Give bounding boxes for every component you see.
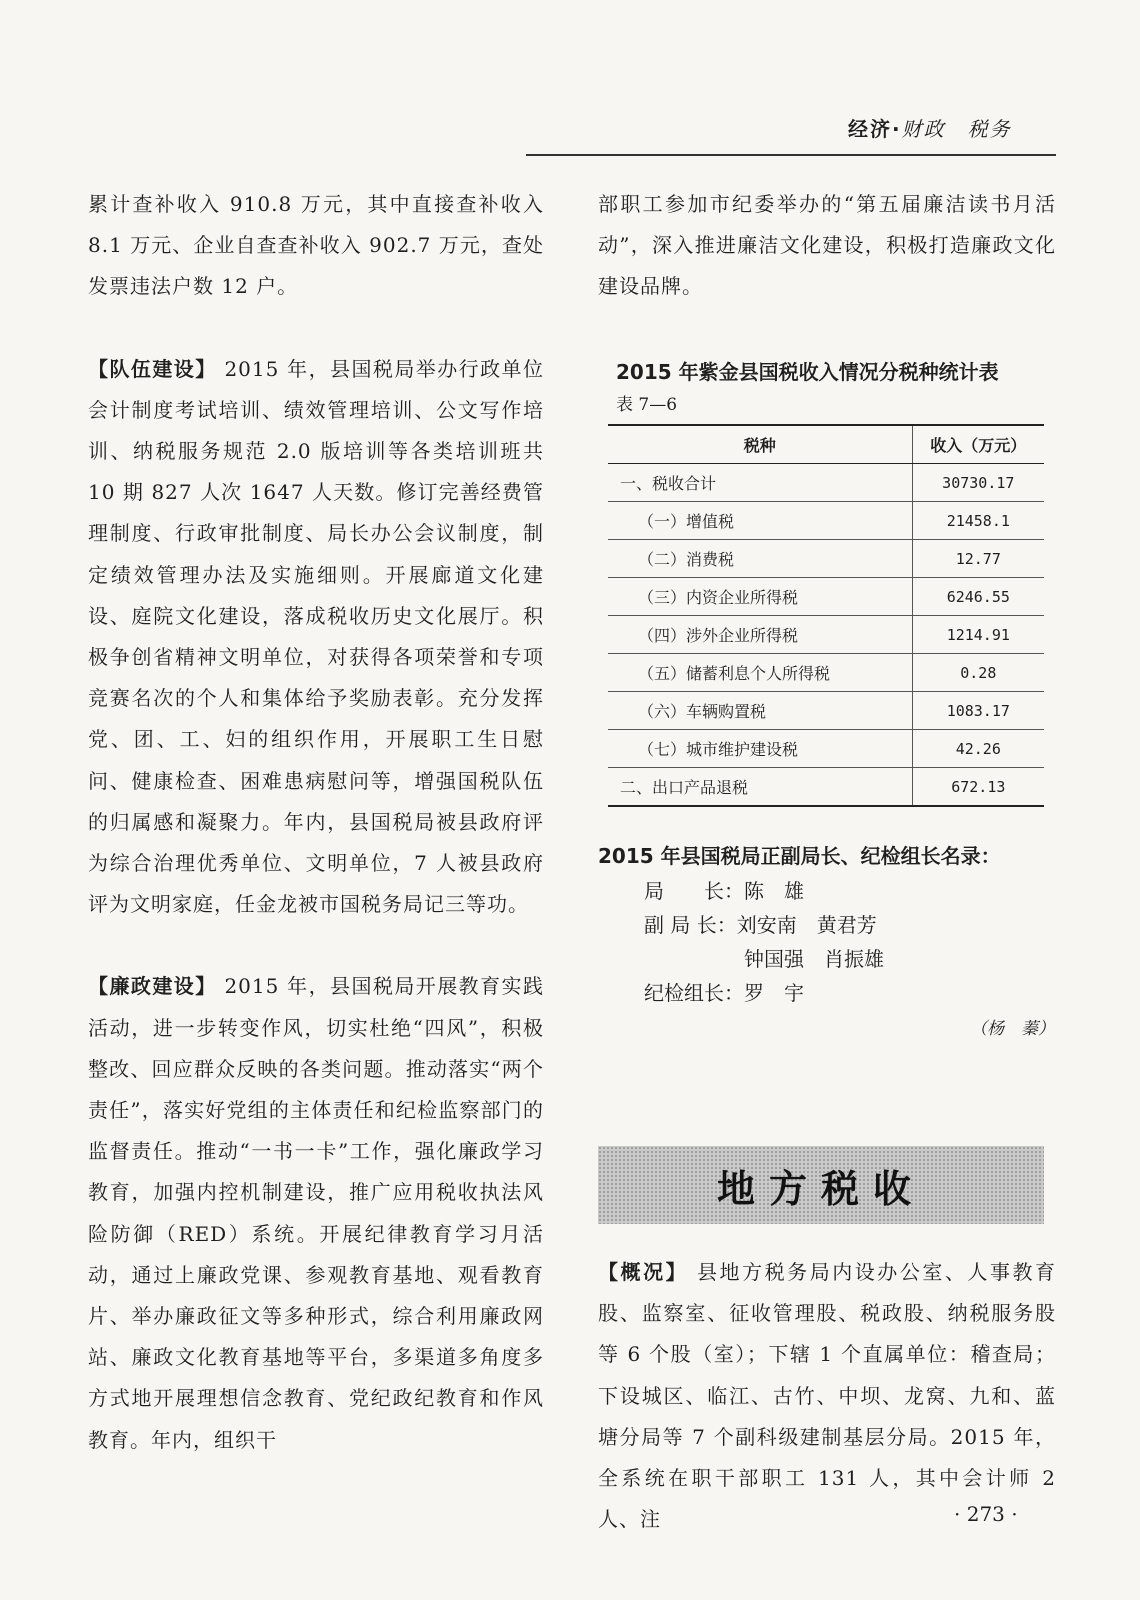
section-tag: 【廉政建设】	[88, 974, 217, 999]
row-name: （三）内资企业所得税	[608, 578, 912, 616]
table-row	[608, 730, 1044, 768]
section-header-bold: 经济·	[848, 117, 902, 141]
local-tax-column	[598, 1252, 1056, 1540]
attribution: （杨 蓁）	[970, 1019, 1055, 1039]
section-header	[848, 113, 1012, 142]
section-banner	[598, 1146, 1044, 1224]
header-revenue: 收入（万元）	[912, 425, 1044, 464]
table-row	[608, 616, 1044, 654]
roster-row: 纪检组长：罗 宇	[644, 981, 804, 1005]
row-value: 1214.91	[912, 616, 1044, 654]
paragraph-overview	[598, 1252, 1056, 1540]
section-tag: 【概况】	[598, 1260, 689, 1284]
table-row	[608, 768, 1044, 807]
header-tax-type: 税种	[608, 425, 912, 464]
row-name: 二、出口产品退税	[608, 768, 912, 807]
table-row	[608, 692, 1044, 730]
table-row	[608, 654, 1044, 692]
row-value: 12.77	[912, 540, 1044, 578]
paragraph-audit: 累计查补收入 910.8 万元，其中直接查补收入 8.1 万元、企业自查查补收入 902.7 万元，查处发票违法户数 12 户。	[88, 192, 544, 299]
section-tag: 【队伍建设】	[88, 356, 217, 381]
table-header-row	[608, 425, 1044, 464]
paragraph-text: 2015 年，县国税局举办行政单位会计制度考试培训、绩效管理培训、公文写作培训、纳税服务规范 2.0 版培训等各类培训班共 10 期 827 人次 1647 人天数。修订完善经费管理制度、行政审批制度、局长办公会议制度，制定绩效管理办法及实施细则。开展廊道文化建设、庭院文化建设，落成税收历史文化展厅。积极争创省精神文明单位，对获得各项荣誉和专项竞赛名次的个人和集体给予奖励表彰。充分发挥党、团、工、妇的组织作用，开展职工生日慰问、健康检查、困难患病慰问等，增强国税队伍的归属感和凝聚力。年内，县国税局被县政府评为综合治理优秀单位、文明单位，7 人被县政府评为文明家庭，任金龙被市国税务局记三等功。	[88, 356, 544, 917]
tax-revenue-table	[608, 424, 1044, 807]
page-number: · 273 ·	[954, 1502, 1018, 1526]
row-name: （六）车辆购置税	[608, 692, 912, 730]
row-value: 672.13	[912, 768, 1044, 807]
row-name: （四）涉外企业所得税	[608, 616, 912, 654]
row-value: 42.26	[912, 730, 1044, 768]
section-header-rest: 财政 税务	[901, 117, 1012, 141]
left-column	[88, 184, 544, 1461]
paragraph-integrity	[88, 966, 544, 1460]
table-title: 2015 年紫金县国税收入情况分税种统计表	[616, 360, 999, 384]
row-name: （一）增值税	[608, 502, 912, 540]
paragraph-team-building	[88, 349, 544, 926]
roster-row: 副 局 长：刘安南 黄君芳	[644, 913, 877, 937]
table-row	[608, 578, 1044, 616]
table-row	[608, 502, 1044, 540]
row-value: 6246.55	[912, 578, 1044, 616]
banner-title: 地方税收	[716, 1166, 925, 1211]
roster-title: 2015 年县国税局正副局长、纪检组长名录：	[598, 844, 1001, 868]
paragraph-text: 县地方税务局内设办公室、人事教育股、监察室、征收管理股、税政股、纳税服务股等 6 个股（室）；下辖 1 个直属单位：稽查局；下设城区、临江、古竹、中坝、龙窝、九和、蓝塘分局等 7 个副科级建制基层分局。2015 年，全系统在职干部职工 131 人，其中会计师 2 人、注	[598, 1260, 1057, 1532]
row-value: 1083.17	[912, 692, 1044, 730]
row-name: （五）储蓄利息个人所得税	[608, 654, 912, 692]
table-row	[608, 464, 1044, 502]
row-name: （七）城市维护建设税	[608, 730, 912, 768]
row-value: 21458.1	[912, 502, 1044, 540]
paragraph-integrity-cont: 部职工参加市纪委举办的“第五届廉洁读书月活动”，深入推进廉洁文化建设，积极打造廉政文化建设品牌。	[598, 192, 1056, 299]
row-value: 30730.17	[912, 464, 1044, 502]
table-number: 表 7—6	[616, 395, 678, 415]
row-name: 一、税收合计	[608, 464, 912, 502]
roster-row: 局 长：陈 雄	[644, 879, 804, 903]
header-rule	[526, 154, 1056, 156]
row-value: 0.28	[912, 654, 1044, 692]
roster-row: 钟国强 肖振雄	[644, 947, 884, 971]
paragraph-text: 2015 年，县国税局开展教育实践活动，进一步转变作风，切实杜绝“四风”，积极整改、回应群众反映的各类问题。推动落实“两个责任”，落实好党组的主体责任和纪检监察部门的监督责任。推动“一书一卡”工作，强化廉政学习教育，加强内控机制建设，推广应用税收执法风险防御（RED）系统。开展纪律教育学习月活动，通过上廉政党课、参观教育基地、观看教育片、举办廉政征文等多种形式，综合利用廉政网站、廉政文化教育基地等平台，多渠道多角度多方式地开展理想信念教育、党纪政纪教育和作风教育。年内，组织干	[88, 974, 544, 1452]
right-column	[598, 184, 1056, 308]
roster-list	[644, 874, 884, 1010]
table-row	[608, 540, 1044, 578]
row-name: （二）消费税	[608, 540, 912, 578]
